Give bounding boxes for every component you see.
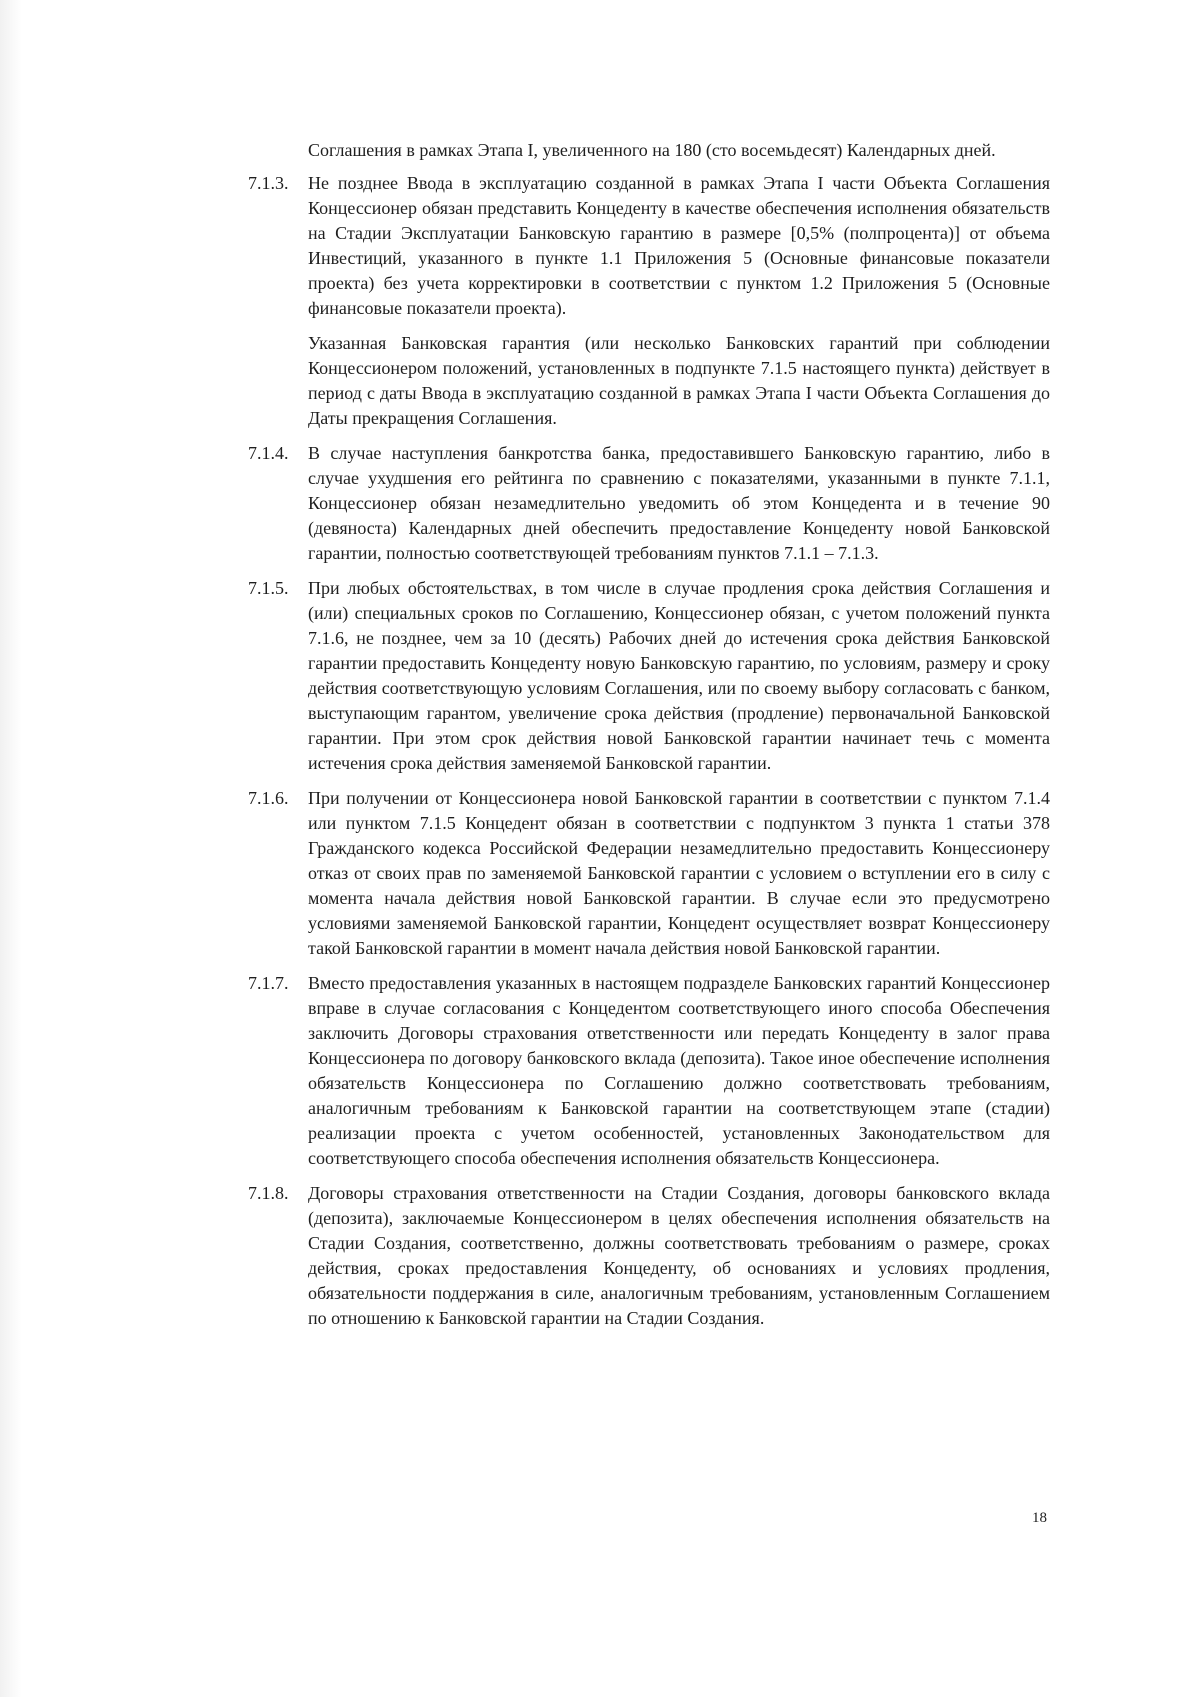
clause-paragraph: В случае наступления банкротства банка, предоставившего Банковскую гарантию, либо в случае ухудшения его рейтинга по сравнению с показателями, указанными в пункте 7.1.1, Концессионер обязан незамедлительно уведомить об этом Концедента и в течение 90 (девяноста) Календарных дней обеспечить предоставление Концеденту новой Банковской гарантии, полностью соответствующей требованиям пунктов 7.1.1 – 7.1.3. (308, 443, 1050, 563)
scan-edge (0, 0, 22, 1697)
clause-number: 7.1.7. (248, 973, 289, 993)
document-body (248, 138, 1050, 1341)
clause-7-1-4 (248, 441, 1050, 566)
clause-paragraph: Указанная Банковская гарантия (или несколько Банковских гарантий при соблюдении Концессионером положений, установленных в подпункте 7.1.5 настоящего пункта) действует в период с даты Ввода в эксплуатацию созданной в рамках Этапа I части Объекта Соглашения до Даты прекращения Соглашения. (308, 333, 1050, 428)
clause-paragraph: Вместо предоставления указанных в настоящем подразделе Банковских гарантий Концессионер вправе в случае согласования с Концедентом соответствующего иного способа Обеспечения заключить Договоры страхования ответственности или передать Концеденту в залог права Концессионера по договору банковского вклада (депозита). Такое иное обеспечение исполнения обязательств Концессионера по Соглашению должно соответствовать требованиям, аналогичным требованиям к Банковской гарантии на соответствующем этапе (стадии) реализации проекта с учетом особенностей, установленных Законодательством для соответствующего способа обеспечения исполнения обязательств Концессионера. (308, 973, 1050, 1168)
intro-paragraph: Соглашения в рамках Этапа I, увеличенного на 180 (сто восемьдесят) Календарных дней. (308, 140, 996, 160)
clause-7-1-3 (248, 171, 1050, 431)
page-number: 18 (1032, 1510, 1047, 1526)
clause-number: 7.1.6. (248, 788, 289, 808)
clause-paragraph: При получении от Концессионера новой Банковской гарантии в соответствии с пунктом 7.1.4 или пунктом 7.1.5 Концедент обязан в соответствии с подпунктом 3 пункта 1 статьи 378 Гражданского кодекса Российской Федерации незамедлительно предоставить Концессионеру отказ от своих прав по заменяемой Банковской гарантии с условием о вступлении его в силу с момента начала действия новой Банковской гарантии. В случае если это предусмотрено условиями заменяемой Банковской гарантии, Концедент осуществляет возврат Концессионеру такой Банковской гарантии в момент начала действия новой Банковской гарантии. (308, 788, 1050, 958)
clause-number: 7.1.8. (248, 1183, 289, 1203)
clause-7-1-5 (248, 576, 1050, 776)
clause-paragraph: Договоры страхования ответственности на Стадии Создания, договоры банковского вклада (депозита), заключаемые Концессионером в целях обеспечения исполнения обязательств на Стадии Создания, соответственно, должны соответствовать требованиям о размере, сроках действия, сроках предоставления Концеденту, об основаниях и условиях продления, обязательности поддержания в силе, аналогичным требованиям, установленным Соглашением по отношению к Банковской гарантии на Стадии Создания. (308, 1183, 1050, 1328)
clause-paragraph: Не позднее Ввода в эксплуатацию созданной в рамках Этапа I части Объекта Соглашения Концессионер обязан представить Концеденту в качестве обеспечения исполнения обязательств на Стадии Эксплуатации Банковскую гарантию в размере [0,5% (полпроцента)] от объема Инвестиций, указанного в пункте 1.1 Приложения 5 (Основные финансовые показатели проекта) без учета корректировки в соответствии с пунктом 1.2 Приложения 5 (Основные финансовые показатели проекта). (308, 173, 1050, 318)
clause-number: 7.1.5. (248, 578, 289, 598)
clause-number: 7.1.3. (248, 173, 289, 193)
clause-7-1-6 (248, 786, 1050, 961)
clause-7-1-8 (248, 1181, 1050, 1331)
clause-7-1-7 (248, 971, 1050, 1171)
clause-number: 7.1.4. (248, 443, 289, 463)
clause-paragraph: При любых обстоятельствах, в том числе в случае продления срока действия Соглашения и (или) специальных сроков по Соглашению, Концессионер обязан, с учетом положений пункта 7.1.6, не позднее, чем за 10 (десять) Рабочих дней до истечения срока действия Банковской гарантии предоставить Концеденту новую Банковскую гарантию, по условиям, размеру и сроку действия соответствующую условиям Соглашения, или по своему выбору согласовать с банком, выступающим гарантом, увеличение срока действия (продление) первоначальной Банковской гарантии. При этом срок действия новой Банковской гарантии начинает течь с момента истечения срока действия заменяемой Банковской гарантии. (308, 578, 1050, 773)
